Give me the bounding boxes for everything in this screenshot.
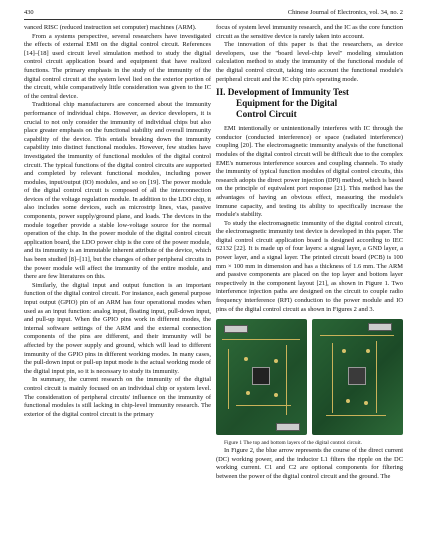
page-number: 430	[24, 9, 34, 16]
paragraph: To study the electromagnetic immunity of the digital control circuit, the electromagnetic immunity test device is developed in this paper. The digital control circuit application board is designed according to IEC 62132 [22]. It is made up of four layers: a signal layer, a GND layer, a power layer, and a signal layer. The printed circuit board (PCB) is 100 mm × 100 mm in dimension and has a thickness of 1.6 mm. The ARM and passive components are placed on the top layer and bottom layer respectively in the component layout [21], as shown in Figure 1. Two interference injection paths are designed on the circuit to couple radio frequency interference (RFI) conduction to the power module and IO pins of the digital control circuit as shown in Figures 2 and 3.	[216, 219, 403, 313]
running-head	[24, 9, 403, 20]
paragraph: The innovation of this paper is that the researchers, as device developers, use the "board level-chip level" modeling simulation calculation method to study the immunity of the functional module of the digital control circuit, taking into account the functional module's peripheral circuit and the IC chip pin's operating mode.	[216, 41, 403, 83]
right-column	[216, 24, 403, 482]
paragraph: Traditional chip manufacturers are concerned about the immunity performance of individual chips. However, as device developers, it is crucial to not only consider the immunity of individual chips but also place greater emphasis on the functional stability and overall immunity capability of the device. This entails breaking down the immunity capability into distinct functional modules. However, few studies have investigated the immunity of functional modules of the digital control circuit. The typical functions of the digital control circuits are supported and completed by relevant functional modules, including power modules, input/output (IO) modules, and so on [19]. The power module of the digital control circuit is composed of all the interconnection devices of the voltage regulation module. In addition to the LDO chip, it also includes some devices, such as microstrip lines, vias, passive components, power supply/ground plane, and loads. The devices in the module together provide a stable low-voltage source for the normal operation of the chip. In the power module of the digital control circuit application board, the LDO power chip is the core of the power module, and its immunity is an immutable inherent attribute of the device, which has been studied [8]–[11], but the changes of other peripheral circuits in the power module will affect the immunity of the entire module, and there are few literatures on this.	[24, 101, 211, 281]
left-column	[24, 24, 211, 419]
figure-caption: Figure 1 The top and bottom layers of the digital control circuit.	[224, 440, 362, 447]
section-heading-line: II. Development of Immunity Test	[216, 87, 349, 98]
paragraph: EMI intentionally or unintentionally interferes with IC through the conductor (conducted interference) or space (radiated interference) coupling [20]. The electromagnetic immunity analysis of the functional modules of the digital control circuit will be difficult due to the complex EME's numerous interference sources and coupling channels. To study the immunity of typical function modules of digital control circuits, this research adopts the direct power injection (DPI) method, which is based on the principle of equivalent port response [21]. This method has the advantages of having an obvious effect, measuring the module's immune capacity, and testing its ability to specifically increase the module's stability.	[216, 125, 403, 219]
paragraph: Similarly, the digital input and output function is an important function of the digital control circuit. For instance, each general purpose input output (GPIO) pin of an ARM has four operational modes when used as an input function: analog input, floating input, pull-down input, and pull-up input. When the GPIO pins work in different modes, the internal software settings of the ARM and the external connection components of the pins are different, and their immunity will be affected by the power supply and ground, which will lead to different immunity of the GPIO pins in different working modes. In many cases, the pull-down input or pull-up input mode is the actual working mode of the digital input pin, so it is necessary to study its immunity.	[24, 281, 212, 375]
paragraph: In Figure 2, the blue arrow represents the course of the direct current (DC) working power, and the inductor L1 filters the ripple on the DC working current. C1 and C2 are optional components for filtering between the power of the digital control circuit and the ground. The	[216, 447, 403, 480]
paragraph: In summary, the current research on the immunity of the digital control circuit is mainly focused on an individual chip or system level. The consideration of peripheral circuits' influence on the immunity of functional modules is still lacking in chip-level immunity research. The exterior of the digital control circuit is the primary	[24, 376, 211, 418]
pcb-top-layer-photo	[216, 319, 307, 435]
journal-reference: Chinese Journal of Electronics, vol. 34, no. 2	[287, 9, 403, 16]
paragraph: vanced RISC (reduced instruction set computer) machines (ARM).	[24, 24, 197, 31]
paragraph: focus of system level immunity research, and the IC as the core function circuit as the sensitive device is rarely taken into account.	[216, 24, 403, 40]
pcb-bottom-layer-photo	[312, 319, 403, 435]
figure-1	[216, 319, 403, 437]
section-heading-line: Equipment for the Digital	[236, 98, 338, 109]
section-heading-line: Control Circuit	[236, 109, 297, 120]
section-heading	[216, 87, 403, 120]
paragraph: From a systems perspective, several researchers have investigated the effects of external EMI on the digital control circuit. References [14]–[18] used circuit level simulation method to study the digital control circuit application board and equipment that have realized functions. The primary emphasis in the study of the immunity of the digital control circuit at the system level lied on the exterior portion of the circuit, while comparatively little consideration was given to the IC of the central device.	[24, 32, 211, 100]
